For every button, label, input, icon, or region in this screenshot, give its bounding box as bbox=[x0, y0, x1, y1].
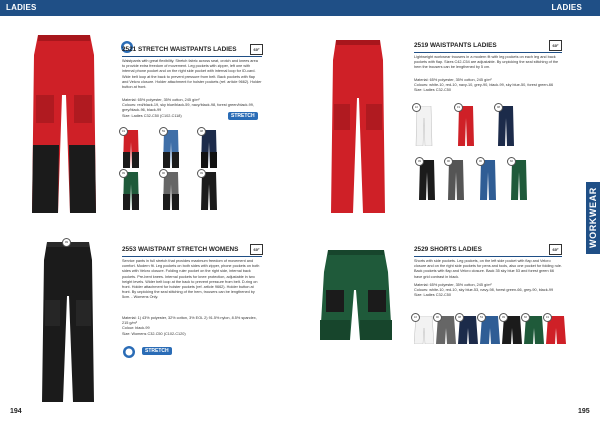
swatch-green-black[interactable] bbox=[122, 172, 140, 210]
title-divider bbox=[122, 256, 262, 257]
wash-60-icon: 60° bbox=[549, 40, 562, 51]
title-divider bbox=[414, 52, 562, 53]
title-divider bbox=[122, 56, 262, 57]
swatch-code: 66 bbox=[521, 313, 530, 322]
top-header-bar bbox=[0, 0, 600, 16]
swatch-black[interactable] bbox=[418, 160, 436, 200]
swatch-code: 90 bbox=[433, 313, 442, 322]
product-2553-colours: Colour: black-99 bbox=[122, 326, 150, 331]
swatch-forest-green[interactable] bbox=[524, 316, 544, 344]
product-2521-sizes: Size: Ladies C32-C50 (C102-C118) bbox=[122, 113, 182, 118]
product-2529-colours: Colours: white-10, red-10, sky blue-53, navy-98, forest green-66, grey-90, black-99 bbox=[414, 288, 554, 293]
product-2521-title: 2521 STRETCH WAISTPANTS LADIES bbox=[122, 46, 237, 53]
product-2529-specs bbox=[414, 283, 562, 299]
title-divider bbox=[414, 256, 562, 257]
swatch-forest-green[interactable] bbox=[510, 160, 528, 200]
swatch-navy-black[interactable] bbox=[200, 130, 218, 168]
swatch-code: 98 bbox=[197, 127, 206, 136]
swatch-code: 96 bbox=[159, 169, 168, 178]
swatch-code: 19 bbox=[454, 103, 463, 112]
swatch-code: 19 bbox=[119, 127, 128, 136]
swatch-navy[interactable] bbox=[458, 316, 478, 344]
header-right-label: LADIES bbox=[551, 3, 582, 12]
swatch-skyblue-black[interactable] bbox=[162, 130, 180, 168]
product-2529-description: Shorts with side pockets. Leg pockets, on the left side pocket with flap and Velcro closure and on the right side pockets for pens and tools, also one pocket for folding rule. Back pockets with flap and Velcro closure. Back 35 sky blue 53 and forest green 66 have grid contrast in black. bbox=[414, 259, 562, 279]
product-2553-specs bbox=[122, 316, 262, 337]
swatch-code: 90 bbox=[444, 157, 453, 166]
swatch-black[interactable] bbox=[502, 316, 522, 344]
product-2521-image bbox=[28, 35, 100, 215]
stretch-badge: STRETCH bbox=[142, 347, 172, 355]
swatch-grey[interactable] bbox=[436, 316, 456, 344]
swatch-white[interactable] bbox=[415, 106, 433, 146]
product-2519-image bbox=[328, 40, 388, 215]
swatch-white[interactable] bbox=[414, 316, 434, 344]
page-number-right: 195 bbox=[578, 408, 590, 415]
swatch-code: 99 bbox=[62, 238, 71, 247]
swatch-code: 99 bbox=[415, 157, 424, 166]
swatch-red-black[interactable] bbox=[122, 130, 140, 168]
product-2519-sizes: Size: Ladies C32-C50 bbox=[414, 88, 451, 93]
swatch-sky-blue[interactable] bbox=[479, 160, 497, 200]
product-2521-material: Material: 65% polyester, 35% cotton, 245 g/m² bbox=[122, 98, 200, 102]
swatch-code: 10 bbox=[411, 313, 420, 322]
stretch-seal-icon bbox=[122, 345, 136, 359]
stretch-badge: STRETCH bbox=[228, 112, 258, 120]
swatch-code: 99 bbox=[197, 169, 206, 178]
product-2529-title: 2529 SHORTS LADIES bbox=[414, 246, 482, 253]
product-2519-colours: Colours: white-10, red-10, navy-10, grey-90, black-99, sky blue-50, forest green-66 bbox=[414, 83, 554, 88]
swatch-grey[interactable] bbox=[447, 160, 465, 200]
swatch-navy[interactable] bbox=[497, 106, 515, 146]
product-2519-description: Lightweight workwear trousers in a modern fit with leg pockets on each leg and back pockets with flap. Sizes C42-C54 are adjustable. By unpicking the seal stitching of the hem the trousers can be lengthened by 5 cm. bbox=[414, 55, 559, 70]
swatch-red[interactable] bbox=[546, 316, 566, 344]
swatch-sky-blue[interactable] bbox=[480, 316, 500, 344]
swatch-code: 99 bbox=[499, 313, 508, 322]
workwear-tab-label: WORKWEAR bbox=[588, 187, 598, 248]
swatch-code: 19 bbox=[543, 313, 552, 322]
page-number-left: 194 bbox=[10, 408, 22, 415]
product-2553-sizes: Size: Womens C32-C50 (C102-C120) bbox=[122, 331, 186, 336]
product-2519-title: 2519 WAISTPANTS LADIES bbox=[414, 42, 497, 49]
product-2529-image bbox=[318, 250, 394, 342]
swatch-code: 66 bbox=[507, 157, 516, 166]
product-2521-colours: Colours: red/black-19, sky blue/black-59, navy/black-98, forest green/black-99, grey/black-96, black-99 bbox=[122, 103, 254, 113]
product-2519-material: Material: 65% polyester, 35% cotton, 245 g/m² bbox=[414, 78, 492, 82]
product-2553-image bbox=[40, 242, 96, 404]
swatch-code: 53 bbox=[477, 313, 486, 322]
header-left-label: LADIES bbox=[6, 3, 37, 12]
product-2553-description: Service pants in full stretch that provides maximum freedom of movement and comfort. Modern fit. Leg pockets on both sides with zipper, phone pockets on both sides with Velcro closure. Folding ruler pocket on the right side, internal back pockets. Pre-bent knees. Internal pockets for knee protection, adjustable in two height levels. Wider belt loop at the back to prevent pressure from belt. D-ring on front. Holder attachment for holster pockets (ref. article 9662). Holder button at front. By unpicking the seal stitching of the hem, trousers can be lengthened by 5cm. - Womens Only. bbox=[122, 259, 260, 300]
wash-60-icon: 60° bbox=[250, 244, 263, 255]
swatch-red[interactable] bbox=[457, 106, 475, 146]
swatch-grey-black[interactable] bbox=[162, 172, 180, 210]
swatch-code: 59 bbox=[159, 127, 168, 136]
swatch-code: 90 bbox=[476, 157, 485, 166]
wash-60-icon: 60° bbox=[250, 44, 263, 55]
swatch-code: 98 bbox=[494, 103, 503, 112]
swatch-code: 98 bbox=[455, 313, 464, 322]
product-2553-material: Material: 1) 43% polyester, 32% cotton, 3% EOL 2) 91.5% nylon, 8.5% spandex, 215 g/m² bbox=[122, 316, 257, 326]
product-2529-sizes: Size: Ladies C32-C50 bbox=[414, 293, 451, 298]
product-2553-title: 2553 WAISTPANT STRETCH WOMENS bbox=[122, 246, 239, 253]
product-2519-specs bbox=[414, 78, 562, 94]
swatch-black[interactable] bbox=[200, 172, 218, 210]
swatch-code: 10 bbox=[412, 103, 421, 112]
product-2529-material: Material: 65% polyester, 35% cotton, 245 g/m² bbox=[414, 283, 492, 287]
workwear-sidebar-tab bbox=[586, 182, 600, 254]
swatch-code: 99 bbox=[119, 169, 128, 178]
product-2521-description: Waistpants with great flexibility. Stretch fabric across seat, crotch and knees area to provide extra freedom of movement. Leg pockets with zipper, left one with internal phone pocket and on the right side pocket with internal loop for ID-card. Wide belt loop at the back to prevent pressure from belt. Back pockets with flap and Velcro closure. Holder attachment for holster pockets (ref. article 9662). Holder button at front. bbox=[122, 59, 262, 90]
wash-60-icon: 60° bbox=[549, 244, 562, 255]
